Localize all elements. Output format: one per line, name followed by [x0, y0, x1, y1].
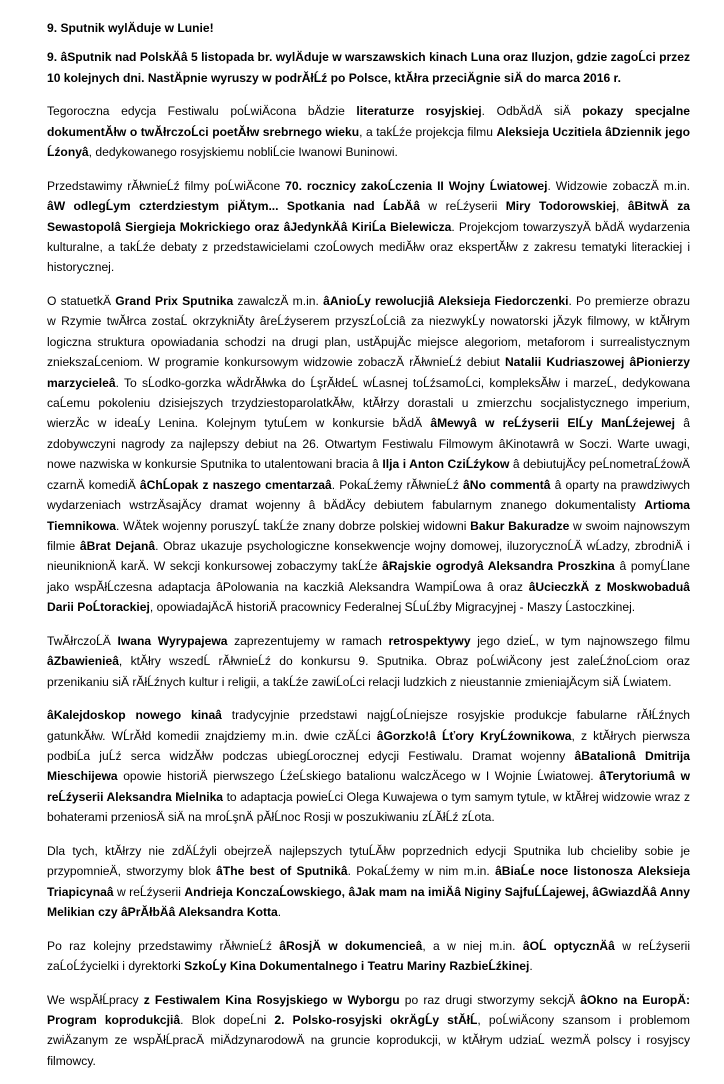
bold-text: Iwana Wyrypajewa — [117, 633, 228, 648]
text-run: . Widzowie zobaczÄ m.in. — [547, 178, 690, 193]
bold-text: 9. âSputnik nad PolskÄâ 5 listopada br. wylÄduje w warszawskich kinach Luna oraz Iluzjon, gdzie zagoĹci przez 10 kolejnych dni. NastÄpnie wyruszy w podrĂłĹź po Polsce, ktĂłra przeciÄgnie siÄ do marca 2016 r. — [47, 50, 690, 85]
bold-text: Grand Prix Sputnika — [115, 294, 234, 309]
text-run: . — [277, 904, 282, 919]
text-run: , poĹwiÄcony szansom i problemom zwiÄzanym ze wspĂłĹpracÄ miÄdzynarodowÄ na gruncie koprodukcji, w ktĂłrym udziaĹ wezmÄ polscy i rosyjscy filmowcy. — [47, 1012, 690, 1068]
text-run: zawalczÄ m.in. — [233, 294, 324, 309]
paragraph — [47, 705, 690, 827]
text-run: Po raz kolejny przedstawimy rĂłwnieĹź — [47, 938, 280, 953]
bold-text: âBrat Dejanâ — [79, 538, 156, 553]
text-run: . PokaĹźemy w nim m.in. — [347, 864, 496, 879]
text-run: to adaptacja powieĹci Olega Kuwajewa o tym samym tytule, w ktĂłrej widzowie wraz z bohaterami przeniosÄ siÄ na mroĹşnÄ pĂłĹnoc Rosji w poszukiwaniu zĹĂłĹź zĹota. — [47, 789, 690, 825]
text-run: . Projekcjom towarzyszyÄ bÄdÄ wydarzenia kulturalne, a takĹźe debaty z przedstawicielami czoĹowych mediĂłw oraz ekspertĂłw z zakresu tematyki literackiej i historycznej. — [47, 219, 691, 275]
document-title-text: 9. Sputnik wylÄduje w Lunie! — [47, 21, 214, 35]
bold-text: âNo commentâ — [463, 477, 551, 492]
paragraph — [47, 47, 690, 88]
text-run: jego dzieĹ, w tym najnowszego filmu — [470, 633, 690, 648]
bold-text: âRosjÄ w dokumencieâ — [279, 938, 423, 953]
bold-text: Andrieja KonczaĹowskiego, âJak mam na imiÄâ Niginy SajfuĹĹajewej, âGwiazdÄâ Anny Melikian czy âPrĂłbÄâ Aleksandra Kotta — [47, 884, 690, 919]
paragraph — [47, 990, 690, 1072]
bold-text: âBatalionâ Dmitrija Mieschijewa — [47, 748, 690, 784]
text-run: , z ktĂłrych pierwsza podbiĹa juĹź serca widzĂłw podczas ubiegĹorocznej edycji Festiwalu. Dramat wojenny — [47, 728, 690, 763]
text-run: w reĹźyserii — [420, 199, 506, 214]
text-run: opowie historiÄ pierwszego ĹźeĹskiego batalionu walczÄcego w I Wojnie Ĺwiatowej. — [117, 769, 600, 784]
bold-text: âOkno na EuropÄ: Program koprodukcjiâ — [47, 992, 690, 1027]
text-run: . To sĹodko-gorzka wÄdrĂłwka do ĹşrĂłdeĹ wĹasnej toĹźsamoĹci, kompleksĂłw i marzeĹ, dedykowana caĹemu pokoleniu dzisiejszych trzydziestoparolatkĂłw, ktĂłrzy dorastali u zmierzchu socjalistycznego imperium, wierzÄc w ideaĹy Lenina. Kolejnym tytuĹem w konkursie bÄdÄ — [47, 375, 690, 431]
text-run: â debiutujÄcy peĹnometraĹźowÄ czarnÄ komediÄ — [47, 457, 690, 492]
bold-text: SzkoĹy Kina Dokumentalnego i Teatru Mariny RazbieĹźkinej — [184, 958, 530, 973]
bold-text: âTerytoriumâ w reĹźyserii Aleksandra Mielnika — [47, 769, 690, 804]
text-run: . WÄtek wojenny poruszyĹ takĹźe znany dobrze polskiej widowni — [116, 518, 471, 533]
paragraph — [47, 101, 690, 162]
bold-text: 70. rocznicy zakoĹczenia II Wojny Ĺwiatowej — [285, 178, 548, 193]
bold-text: 2. Polsko-rosyjski okrÄgĹy stĂłĹ — [274, 1012, 478, 1027]
bold-text: âBiaĹe noce listonosza Aleksieja Triapicynaâ — [47, 864, 690, 899]
bold-text: Natalii Kudriaszowej âPionierzy marzycieleâ — [47, 355, 690, 390]
bold-text: literaturze rosyjskiej — [356, 104, 482, 119]
text-run: , — [616, 199, 628, 214]
bold-text: âRajskie ogrodyâ Aleksandra Proszkina — [382, 559, 615, 574]
text-run: . Blok dopeĹni — [180, 1012, 275, 1027]
text-run: w reĹźyserii zaĹoĹźycielki i dyrektorki — [47, 938, 691, 973]
bold-text: âW odlegĹym czterdziestym piÄtym... Spotkania nad ĹabÄâ — [47, 199, 421, 214]
document-title — [47, 18, 690, 38]
text-run: zaprezentujemy w ramach — [227, 633, 389, 648]
text-run: O statuetkÄ — [47, 294, 116, 309]
bold-text: âThe best of Sputnikâ — [216, 864, 348, 879]
bold-text: âChĹopak z naszego cmentarzaâ — [139, 477, 332, 492]
text-run: Przedstawimy rĂłwnieĹź filmy poĹwiÄcone — [47, 178, 286, 193]
text-run: TwĂłrczoĹÄ — [47, 633, 118, 648]
bold-text: pokazy specjalne dokumentĂłw o twĂłrczoĹci poetĂłw srebrnego wieku — [47, 104, 690, 139]
bold-text: Miry Todorowskiej — [505, 199, 617, 214]
text-run: â zdobywczyni nagrody za najlepszy debiut na 26. Otwartym Festiwalu Filmowym âKinotawrâ w Soczi. Warte uwagi, nowe nazwiska w konkursie Sputnika to utalentowani bracia â — [47, 416, 690, 472]
text-run: â pomyĹlane jako wspĂłĹczesna adaptacja âPolowania na kaczkiâ Aleksandra WampiĹowa â oraz — [47, 559, 690, 594]
bold-text: âKalejdoskop nowego kinaâ — [47, 708, 222, 723]
bold-text: âUcieczkÄ z Moskwobaduâ Darii PoĹtorackiej — [47, 579, 691, 615]
text-run: . Obraz ukazuje psychologiczne konsekwencje wojny domowej, iluzorycznoĹÄ wĹadzy, zbrodniÄ i nieuniknionÄ karÄ. W sekcji konkursowej zobaczymy takĹźe — [47, 538, 690, 574]
text-run: , opowiadajÄcÄ historiÄ pracownicy Federalnej SĹuĹźby Migracyjnej - Maszy Ĺastoczkinej. — [149, 600, 636, 615]
document-body — [47, 47, 690, 1071]
text-run: Dla tych, ktĂłrzy nie zdÄĹźyli obejrzeÄ najlepszych tytuĹĂłw poprzednich edycji Sputnika lub chcieliby sobie je przypomnieÄ, stworzymy blok — [47, 843, 690, 879]
bold-text: Ilja i Anton CziĹźykow — [382, 457, 510, 472]
text-run: , a takĹźe projekcja filmu — [359, 124, 497, 139]
bold-text: Artioma Tiemnikowa — [47, 498, 690, 533]
text-run: , dedykowanego rosyjskiemu nobliĹcie Iwanowi Buninowi. — [88, 145, 398, 160]
text-run: . PokaĹźemy rĂłwnieĹź — [331, 477, 464, 492]
bold-text: âGorzko!â Ĺťory KryĹźownikowa — [376, 728, 572, 743]
paragraph — [47, 631, 690, 692]
bold-text: z Festiwalem Kina Rosyjskiego w Wyborgu — [143, 992, 400, 1007]
bold-text: Bakur Bakuradze — [470, 518, 570, 533]
bold-text: âBitwÄ za Sewastopolâ Siergieja Mokrickiego oraz âJedynkÄâ KiriĹa Bielewicza — [47, 199, 690, 234]
text-run: w reĹźyserii — [113, 884, 185, 899]
paragraph — [47, 176, 690, 278]
text-run: , ktĂłry wszedĹ rĂłwnieĹź do konkursu 9. Sputnika. Obraz poĹwiÄcony jest zaleĹźnoĹciom oraz przenikaniu siÄ rĂłĹźnych kultur i religii, a takĹźe zawiĹoĹci relacji ludzkich z nieustannie zmieniajÄcym siÄ Ĺwiatem. — [47, 654, 690, 689]
text-run: . OdbÄdÄ siÄ — [481, 104, 583, 119]
text-run: Tegoroczna edycja Festiwalu poĹwiÄcona bÄdzie — [47, 104, 357, 119]
paragraph — [47, 291, 690, 618]
bold-text: âAnioĹy rewolucjiâ Aleksieja Fiedorczenki — [323, 294, 569, 309]
document-page — [47, 18, 690, 1084]
bold-text: retrospektywy — [388, 633, 471, 648]
text-run: We wspĂłĹpracy — [47, 992, 144, 1007]
bold-text: âMewyâ w reĹźyserii ElĹy ManĹźejewej — [430, 416, 676, 431]
bold-text: âZbawienieâ — [47, 654, 119, 669]
paragraph — [47, 841, 690, 923]
text-run: po raz drugi stworzymy sekcjÄ — [399, 992, 581, 1007]
text-run: w swoim najnowszym filmie — [47, 518, 691, 553]
bold-text: Aleksieja Uczitiela âDziennik jego Ĺźonyâ — [47, 124, 690, 160]
text-run: . — [529, 958, 533, 973]
bold-text: âOĹ optycznÄâ — [522, 938, 615, 953]
paragraph — [47, 936, 690, 977]
text-run: , a w niej m.in. — [422, 938, 523, 953]
text-run: tradycyjnie przedstawi najgĹoĹniejsze rosyjskie produkcje fabularne rĂłĹźnych gatunkĂłw. WĹrĂłd komedii znajdziemy m.in. dwie czÄĹci — [47, 708, 691, 743]
text-run: . Po premierze obrazu w Rzymie twĂłrca zostaĹ okrzykniÄty âreĹźyserem przyszĹoĹciâ za niezwykĹy nowatorski jÄzyk filmowy, w ktĂłrym logiczna struktura opowiadania schodzi na drugi plan, ustÄpujÄc miejsce alegoriom, metaforom i surrealistycznym zniekszaĹceniom. W programie konkursowym widzowie zobaczÄ rĂłwnieĹź debiut — [47, 294, 690, 370]
text-run: â oparty na prawdziwych wydarzeniach wstrzÄsajÄcy dramat wojenny â bÄdÄcy debiutem fabularnym znanego dokumentalisty — [47, 477, 690, 513]
